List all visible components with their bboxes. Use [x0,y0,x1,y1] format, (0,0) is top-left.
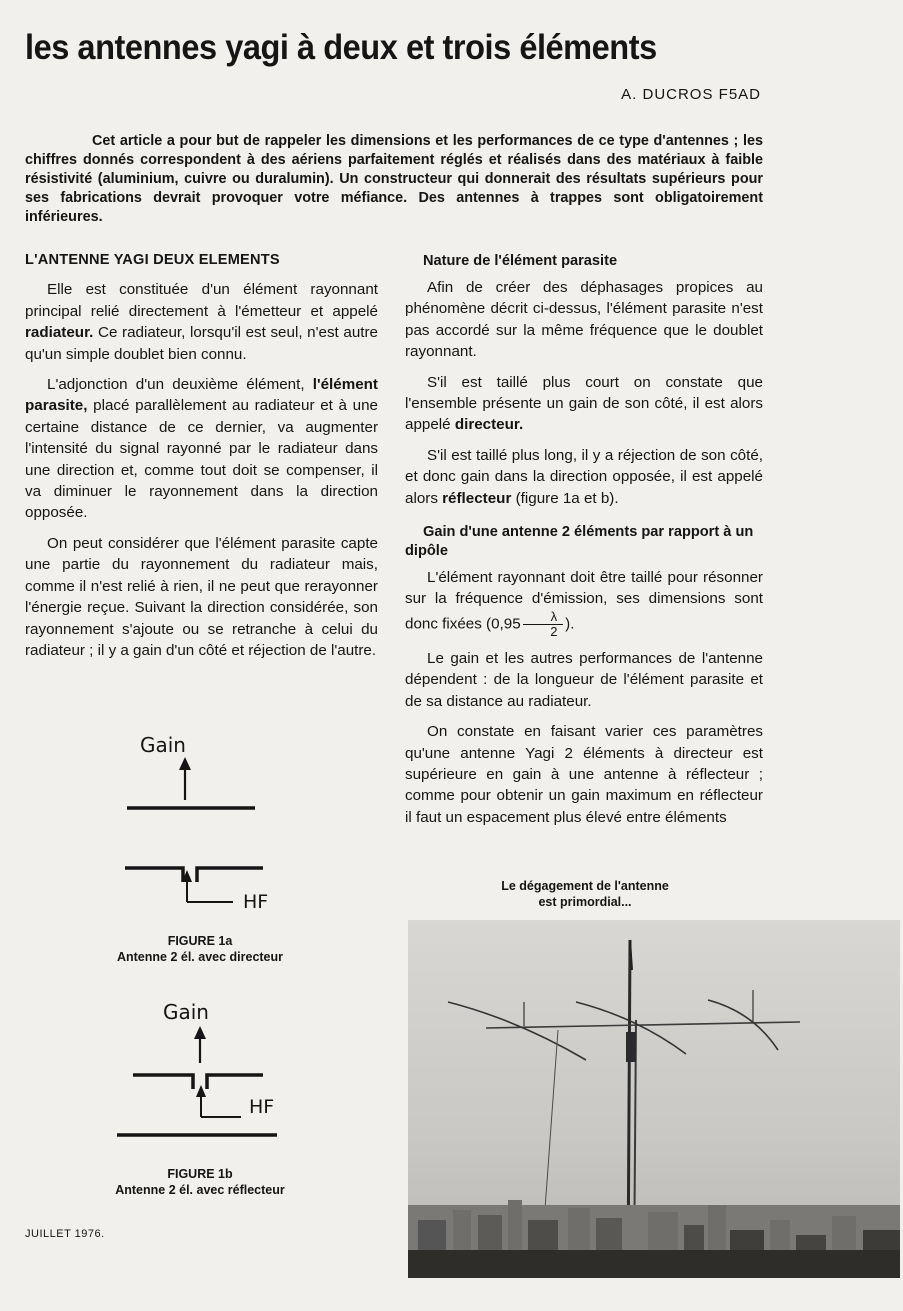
mast-clamp [626,1032,636,1062]
paragraph: Le gain et les autres performances de l'antenne dépendent : de la longueur de l'élément parasite et de sa distance au radiateur. [405,649,763,710]
figure-1b-diagram [115,995,285,1145]
foreground-trees [408,1250,900,1278]
subheading-gain-vs-dipole: Gain d'une antenne 2 éléments par rapport à un dipôle [405,524,754,560]
lambda-over-two: $\frac{\lambda}{2}$ [523,610,564,639]
hf-label: HF [243,891,269,910]
gain-label: Gain [140,733,186,757]
paragraph: L'adjonction d'un deuxième élément, l'élément parasite, placé parallèlement au radiateur et à une certaine distance de ce dernier, va augmenter l'intensité du signal rayonné par le radiateur dans une direction et, comme tout doit se compenser, il va diminuer le rayonnement dans la direction opposée. [25,376,378,522]
gain-arrow-head [179,757,191,770]
paragraph: On peut considérer que l'élément parasite capte une partie du rayonnement du radiateur mais, comme il n'est relié à rien, il ne peut que rerayonner l'énergie reçue. Suivant la direction considérée, son rayonnement s'ajoute ou se retranche à celui du radiateur ; il y a gain d'un côté et réjection de l'autre. [25,534,378,659]
author-byline: A. DUCROS F5AD [621,86,761,103]
paragraph: S'il est taillé plus court on constate que l'ensemble présente un gain de son côté, il est alors appelé directeur. [405,373,763,434]
paragraph: Afin de créer des déphasages propices au phénomène décrit ci-dessus, l'élément parasite n'est pas accordé sur la même fréquence que le doublet rayonnant. [405,279,763,361]
figure-1a-diagram [115,730,285,910]
radiator-element-right [207,1075,263,1089]
antenna-photo [408,920,900,1278]
subheading-parasitic-element: Nature de l'élément parasite [423,253,618,269]
article-title: les antennes yagi à deux et trois éléments [25,28,657,67]
left-column [25,250,378,661]
paragraph: Elle est constituée d'un élément rayonnant principal relié directement à l'émetteur et appelé radiateur. Ce radiateur, lorsqu'il est seul, n'est autre qu'un simple doublet bien connu. [25,281,378,363]
radiator-element-right [197,868,263,882]
gain-label: Gain [163,1000,209,1024]
hf-label: HF [249,1096,275,1118]
radiator-element-left [125,868,183,882]
intro-paragraph: Cet article a pour but de rappeler les dimensions et les performances de ce type d'antennes ; les chiffres donnés correspondent à des aériens parfaitement réglés et réalisés dans des matériaux à faible résistivité (aluminium, cuivre ou duralumin). Un constructeur qui donnerait des résultats supérieurs pour ses fabrications devrait provoquer votre méfiance. Des antennes à trappes sont obligatoirement inférieures. [25,133,763,225]
paragraph: L'élément rayonnant doit être taillé pour résonner sur la fréquence d'émission, ses dimensions sont donc fixées (0,95 $\frac{\lambda}{2}$ ). [405,569,763,639]
radiator-element-left [133,1075,193,1089]
feed-arrow-head [196,1085,206,1097]
paragraph: On constate en faisant varier ces paramètres qu'une antenne Yagi 2 éléments à directeur est supérieure en gain à une antenne à réflecteur ; comme pour obtenir un gain maximum en réflecteur il faut un espacement plus élevé entre éléments [405,723,763,826]
figure-1a-caption: FIGURE 1a Antenne 2 él. avec directeur [116,934,284,964]
right-column [405,252,763,828]
section-heading-two-elements: L'ANTENNE YAGI DEUX ELEMENTS [25,252,280,268]
paragraph: S'il est taillé plus long, il y a réjection de son côté, et donc gain dans la direction opposée, il est appelé alors réflecteur (figure 1a et b). [405,446,763,507]
gain-arrow-head [194,1026,206,1039]
issue-date-footer: JUILLET 1976. [25,1228,105,1240]
photo-caption: Le dégagement de l'antenne est primordial... [501,879,669,909]
figure-1b-caption: FIGURE 1b Antenne 2 él. avec réflecteur [115,1167,285,1197]
